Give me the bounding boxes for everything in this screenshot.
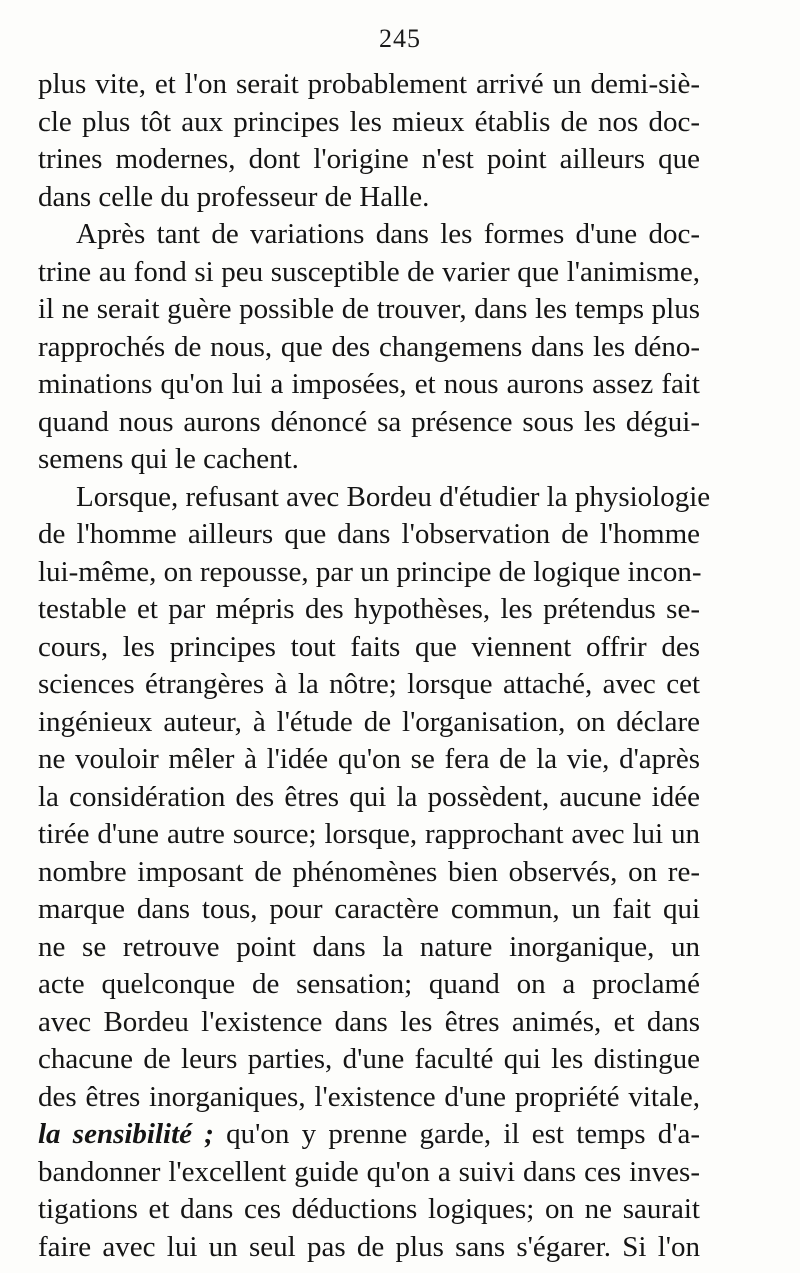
text-line: ne vouloir mêler à l'idée qu'on se fera de la vie, d'après <box>38 743 700 775</box>
text-line: des êtres inorganiques, l'existence d'une propriété vitale, <box>38 1080 700 1113</box>
text-line: cours, les principes tout faits que viennent offrir des <box>38 630 700 663</box>
text-line: chacune de leurs parties, d'une faculté qui les distingue <box>38 1043 700 1075</box>
text-line: minations qu'on lui a imposées, et nous aurons assez fait <box>38 368 700 400</box>
text-line: il ne serait guère possible de trouver, dans les temps plus <box>38 293 700 325</box>
text-line: sciences étrangères à la nôtre; lorsque attaché, avec cet <box>38 668 700 700</box>
text-line: trines modernes, dont l'origine n'est point ailleurs que <box>38 143 700 175</box>
text-line: de l'homme ailleurs que dans l'observation de l'homme <box>38 518 700 550</box>
text-line-mixed <box>38 1116 700 1154</box>
text-line: dans celle du professeur de Halle. <box>38 180 430 213</box>
text-line: avec Bordeu l'existence dans les êtres animés, et dans <box>38 1005 700 1038</box>
text-line: Après tant de variations dans les formes d'une doc- <box>76 218 700 250</box>
text-line: bandonner l'excellent guide qu'on a suivi dans ces inves- <box>38 1155 700 1188</box>
text-line: quand nous aurons dénoncé sa présence sous les dégui- <box>38 405 700 438</box>
italic-term: la sensibilité ; <box>38 1118 214 1150</box>
text-line: marque dans tous, pour caractère commun, un fait qui <box>38 893 700 925</box>
text-line: trine au fond si peu susceptible de varier que l'animisme, <box>38 255 700 288</box>
text-line: acte quelconque de sensation; quand on a proclamé <box>38 968 700 1000</box>
text-line: plus vite, et l'on serait probablement arrivé un demi-siè- <box>38 68 700 100</box>
text-line: tirée d'une autre source; lorsque, rapprochant avec lui un <box>38 818 700 850</box>
text-line: nombre imposant de phénomènes bien observés, on re- <box>38 855 700 888</box>
text-line: rapprochés de nous, que des changemens dans les déno- <box>38 330 700 363</box>
text-line: semens qui le cachent. <box>38 443 299 475</box>
text-line: testable et par mépris des hypothèses, les prétendus se- <box>38 593 700 625</box>
text-line: Lorsque, refusant avec Bordeu d'étudier la physiologie <box>76 480 711 513</box>
body-text <box>38 66 711 1266</box>
text-line: tigations et dans ces déductions logiques; on ne saurait <box>38 1193 700 1225</box>
text-line: cle plus tôt aux principes les mieux établis de nos doc- <box>38 105 700 138</box>
text-line: faire avec lui un seul pas de plus sans s'égarer. Si l'on <box>38 1230 700 1263</box>
text-line: ingénieux auteur, à l'étude de l'organisation, on déclare <box>38 705 700 738</box>
text-line: ne se retrouve point dans la nature inorganique, un <box>38 930 700 963</box>
page-number: 245 <box>379 24 421 53</box>
text-run: qu'on y prenne garde, il est temps d'a- <box>213 1118 700 1150</box>
text-line: la considération des êtres qui la possèdent, aucune idée <box>38 780 700 813</box>
text-line: lui-même, on repousse, par un principe de logique incon- <box>38 555 702 588</box>
